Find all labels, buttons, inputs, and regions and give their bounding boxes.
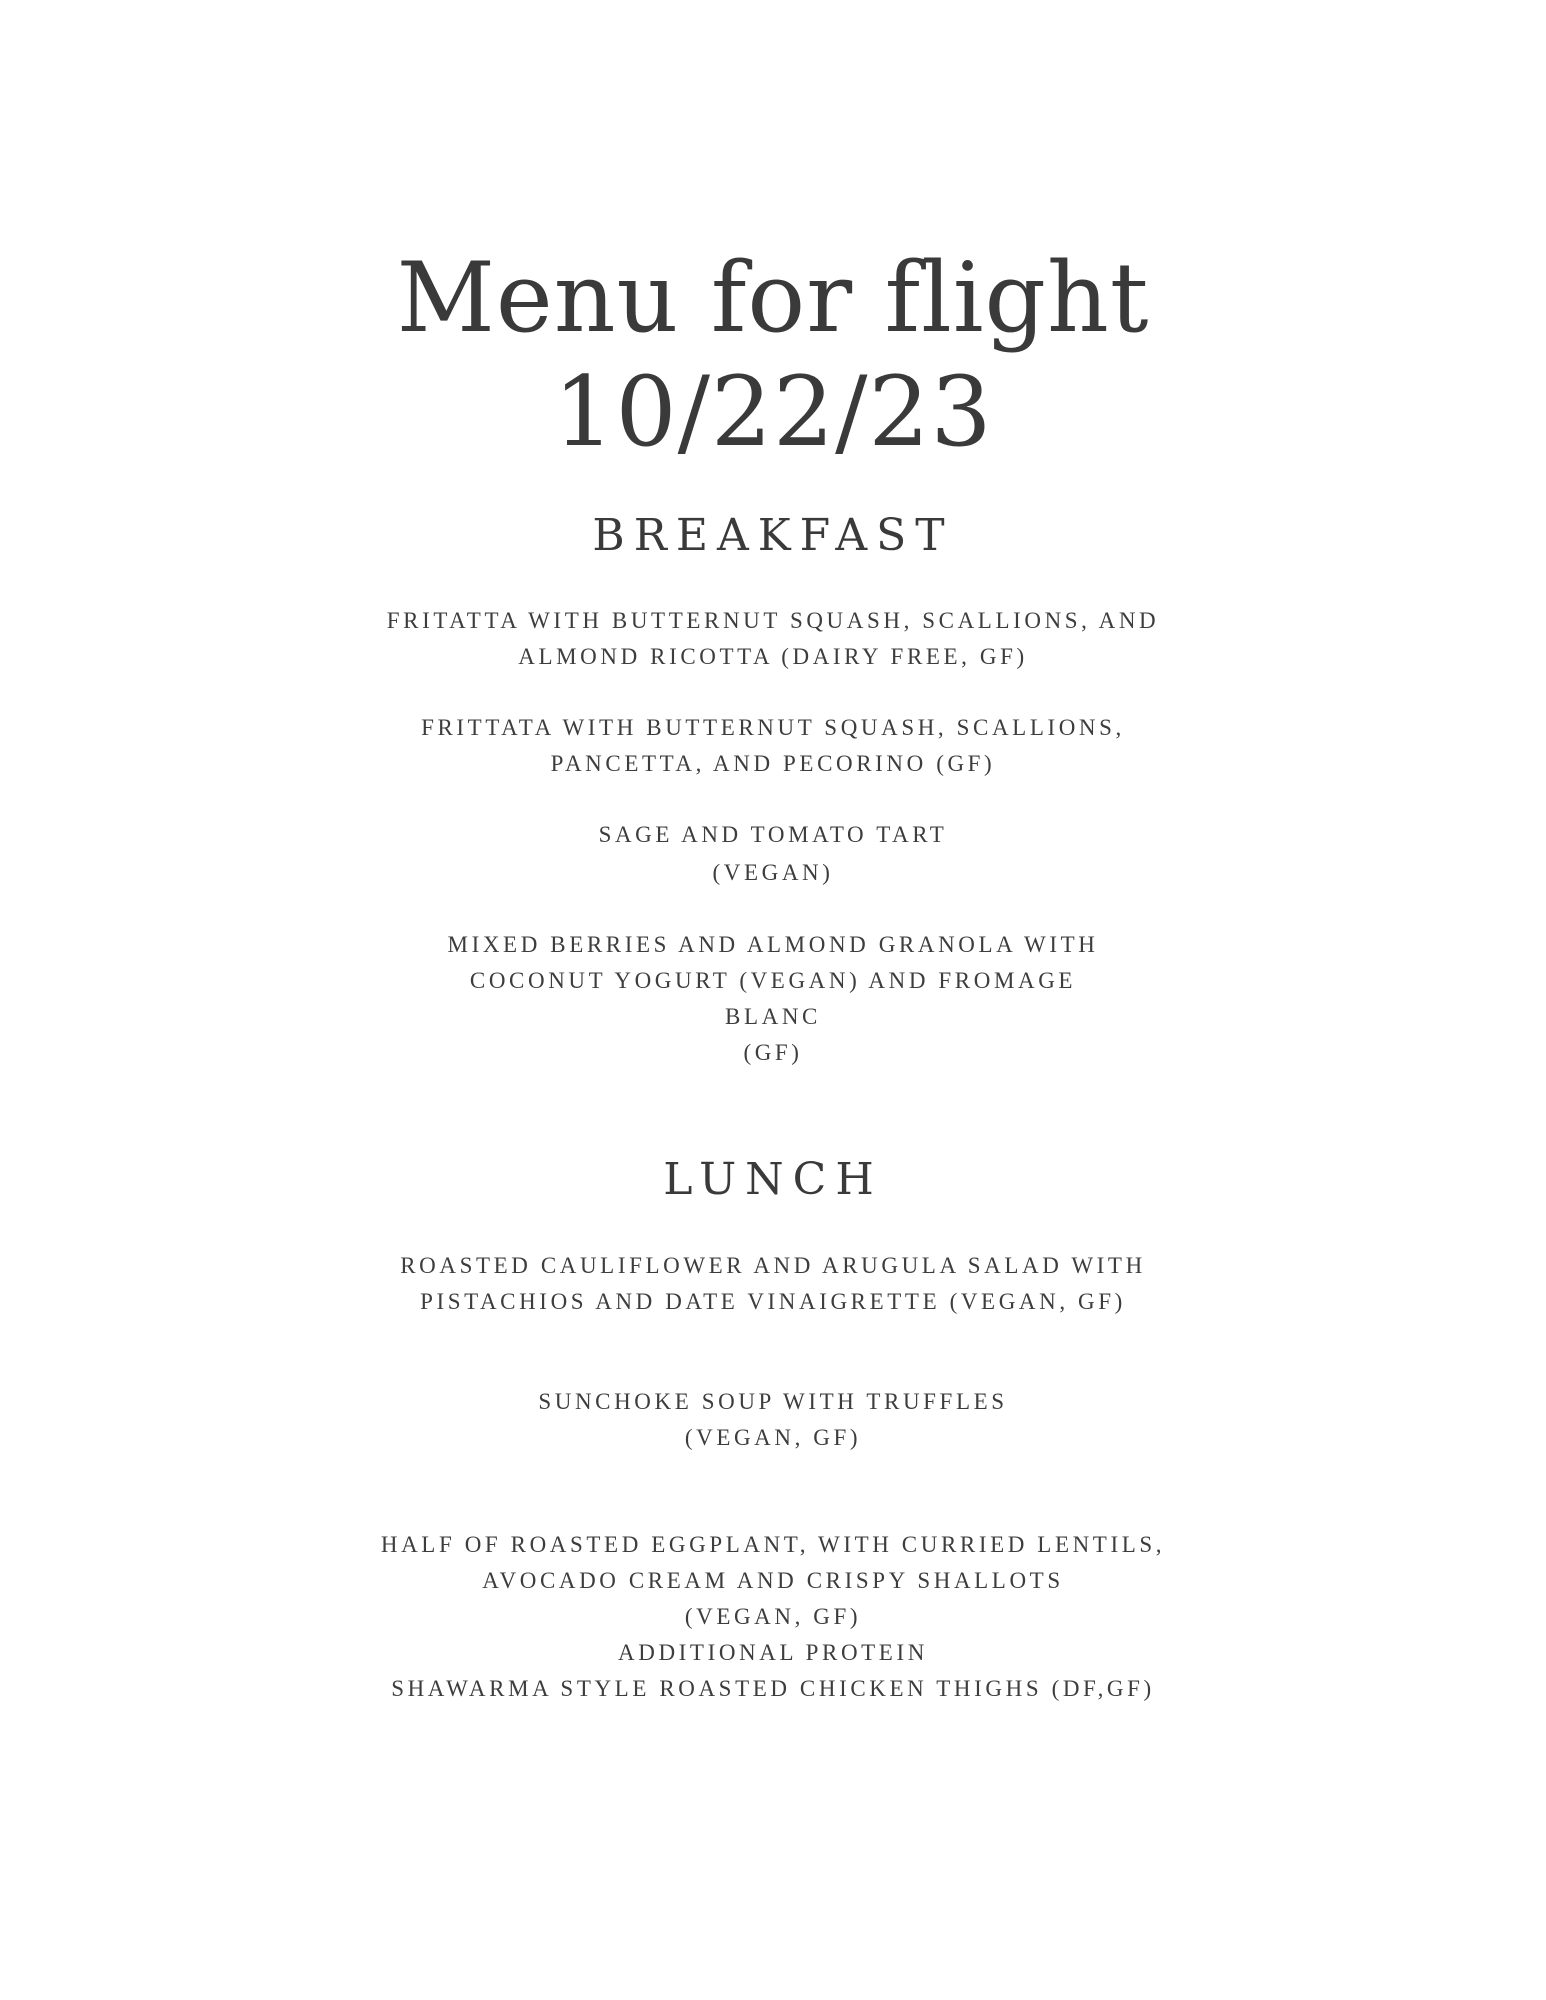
menu-title-line-1: Menu for flight [396,242,1150,354]
lunch-item-3-line-3: (VEGAN, GF) [684,1604,862,1629]
lunch-item-2-line-1: SUNCHOKE SOUP WITH TRUFFLES [538,1389,1008,1414]
breakfast-item-4-line-1: MIXED BERRIES AND ALMOND GRANOLA WITH [447,932,1099,957]
breakfast-item-1-line-2: ALMOND RICOTTA (DAIRY FREE, GF) [518,644,1028,669]
lunch-item-1-line-2: PISTACHIOS AND DATE VINAIGRETTE (VEGAN, GF) [420,1289,1126,1314]
breakfast-item-1-line-1: FRITATTA WITH BUTTERNUT SQUASH, SCALLIONS, AND [386,608,1160,633]
lunch-item-3-line-1: HALF OF ROASTED EGGPLANT, WITH CURRIED LENTILS, [380,1532,1166,1557]
menu-title-line-2: 10/22/23 [553,356,993,468]
lunch-item-1-line-1: ROASTED CAULIFLOWER AND ARUGULA SALAD WITH [400,1253,1146,1278]
breakfast-item-3-line-2: (VEGAN) [712,860,834,885]
breakfast-item-2-line-1: FRITTATA WITH BUTTERNUT SQUASH, SCALLIONS, [421,715,1125,740]
lunch-item-3-line-5: SHAWARMA STYLE ROASTED CHICKEN THIGHS (DF,GF) [391,1676,1155,1701]
breakfast-heading: BREAKFAST [592,510,954,561]
breakfast-item-3-line-1: SAGE AND TOMATO TART [598,822,948,847]
breakfast-item-4-line-4: (GF) [743,1040,803,1065]
breakfast-item-4-line-2: COCONUT YOGURT (VEGAN) AND FROMAGE [469,968,1077,993]
lunch-heading: LUNCH [663,1154,883,1205]
breakfast-item-4-line-3: BLANC [725,1004,821,1029]
lunch-item-3-line-4: ADDITIONAL PROTEIN [618,1640,928,1665]
breakfast-item-2-line-2: PANCETTA, AND PECORINO (GF) [550,751,996,776]
lunch-item-2-line-2: (VEGAN, GF) [684,1425,862,1450]
lunch-item-3-line-2: AVOCADO CREAM AND CRISPY SHALLOTS [482,1568,1064,1593]
